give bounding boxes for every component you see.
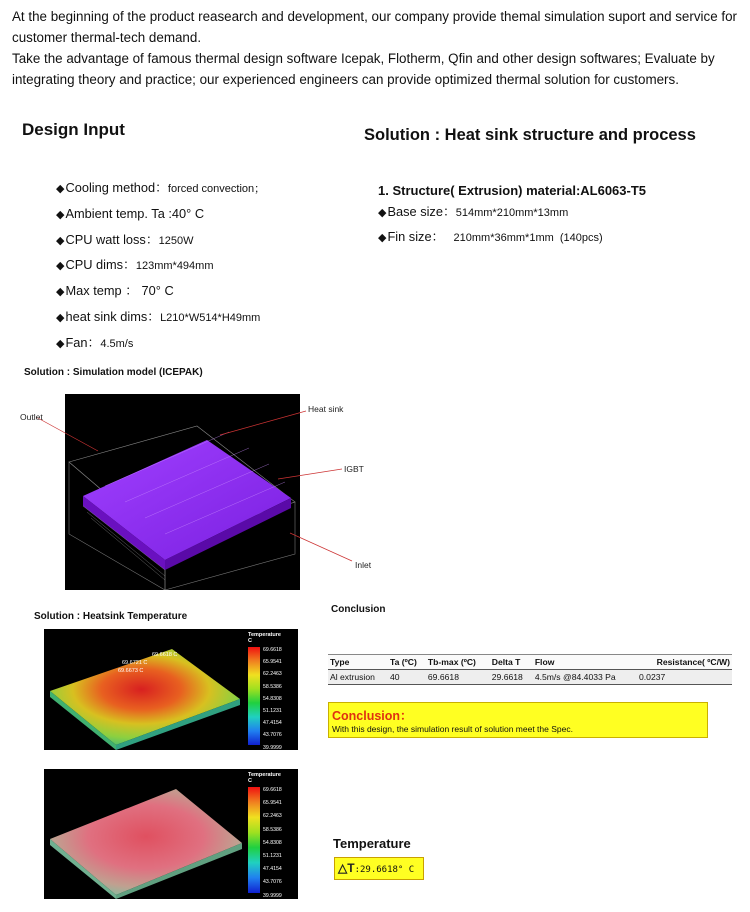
model-callout-lines	[0, 395, 380, 575]
probe-labels	[118, 651, 177, 675]
design-input-list	[56, 176, 265, 357]
list-item: ◆Fan：4.5m/s	[56, 334, 134, 350]
diamond-bullet-icon: ◆	[56, 260, 65, 273]
table-cell: Al extrusion	[328, 670, 388, 685]
table-header: Resistance( ºC/W)	[637, 655, 732, 670]
thermal-render-top	[44, 629, 244, 750]
list-item: ◆CPU watt loss：1250W	[56, 231, 194, 247]
intro-paragraph-2: Take the advantage of famous thermal design software Icepak, Flotherm, Qfin and other design softwares; Evaluate by integrating theory and practice; our experienced engineers can provide optimized thermal solution for customers.	[12, 51, 715, 87]
structure-title: 1. Structure( Extrusion) material:AL6063-T5	[378, 183, 647, 198]
diamond-bullet-icon: ◆	[56, 337, 65, 350]
diamond-bullet-icon: ◆	[378, 232, 387, 244]
list-item: ◆CPU dims：123mm*494mm	[56, 257, 214, 273]
design-input-title: Design Input	[22, 120, 125, 139]
intro-paragraph-1: At the beginning of the product reasearch and development, our company provide themal simulation suport and service for customer thermal-tech demand.	[12, 9, 738, 45]
delta-t-box	[334, 857, 424, 880]
diamond-bullet-icon: ◆	[56, 311, 65, 324]
list-item: ◆Ambient temp. Ta :40° C	[56, 205, 205, 221]
diamond-bullet-icon: ◆	[56, 208, 65, 221]
color-scale-bar	[248, 787, 260, 893]
probe-label: 69.6721 C	[122, 660, 148, 666]
delta-t-value: :29.6618° C	[354, 865, 415, 875]
list-item: ◆heat sink dims：L210*W514*H49mm	[56, 308, 261, 324]
outlet-label: Outlet	[20, 412, 43, 422]
temperature-legend-bottom: Temperature C 69.6618 65.9541 62.2463 58.5386 54.8308 51.1231 47.4154 43.7076 39.9999	[244, 769, 298, 899]
temperature-title: Temperature	[333, 836, 411, 851]
list-item: ◆Fin size： 210mm*36mm*1mm (140pcs)	[378, 229, 603, 244]
table-cell: 29.6618	[490, 670, 533, 685]
thermal-render-bottom	[44, 769, 244, 899]
conclusion-box-title: Conclusion：	[332, 709, 413, 723]
table-header: Flow	[533, 655, 637, 670]
table-cell: 40	[388, 670, 426, 685]
model-caption: Solution : Simulation model (ICEPAK)	[24, 367, 203, 378]
list-item: ◆Max temp ： 70° C	[56, 283, 174, 299]
list-item: ◆Cooling method：forced convection；	[56, 180, 266, 195]
table-cell: 4.5m/s @84.4033 Pa	[533, 670, 637, 685]
thermal-image-top	[44, 629, 244, 750]
table-header: Tb-max (ºC)	[426, 655, 490, 670]
table-row	[328, 670, 732, 685]
diamond-bullet-icon: ◆	[56, 234, 65, 247]
diamond-bullet-icon: ◆	[56, 183, 65, 195]
probe-label: 69.6673 C	[118, 668, 144, 674]
igbt-label: IGBT	[344, 464, 364, 474]
conclusion-box	[328, 702, 708, 738]
diamond-bullet-icon: ◆	[378, 207, 387, 219]
table-header: Ta (ºC)	[388, 655, 426, 670]
thermal-image-bottom	[44, 769, 244, 899]
table-header: Type	[328, 655, 388, 670]
solution-title: Solution : Heat sink structure and process	[364, 126, 696, 144]
color-scale-bar	[248, 647, 260, 745]
heatsink-temperature-caption: Solution : Heatsink Temperature	[34, 611, 188, 622]
results-table	[328, 654, 732, 685]
intro-text	[12, 6, 742, 90]
table-cell: 69.6618	[426, 670, 490, 685]
table-header: Delta T	[490, 655, 533, 670]
list-item: ◆Base size：514mm*210mm*13mm	[378, 204, 569, 219]
diamond-bullet-icon: ◆	[56, 286, 65, 299]
table-header-row	[328, 655, 732, 670]
heat-sink-label: Heat sink	[308, 404, 344, 414]
probe-label: 69.6618 C	[152, 652, 178, 658]
table-cell: 0.0237	[637, 670, 732, 685]
structure-section	[378, 182, 646, 250]
temperature-legend-top: Temperature C 69.6618 65.9541 62.2463 58.5386 54.8308 51.1231 47.4154 43.7076 39.9999	[244, 629, 298, 750]
conclusion-box-text: With this design, the simulation result of solution meet the Spec.	[332, 724, 573, 734]
delta-t-symbol: △T	[338, 861, 355, 875]
conclusion-title: Conclusion	[331, 604, 386, 615]
inlet-label: Inlet	[355, 560, 372, 570]
